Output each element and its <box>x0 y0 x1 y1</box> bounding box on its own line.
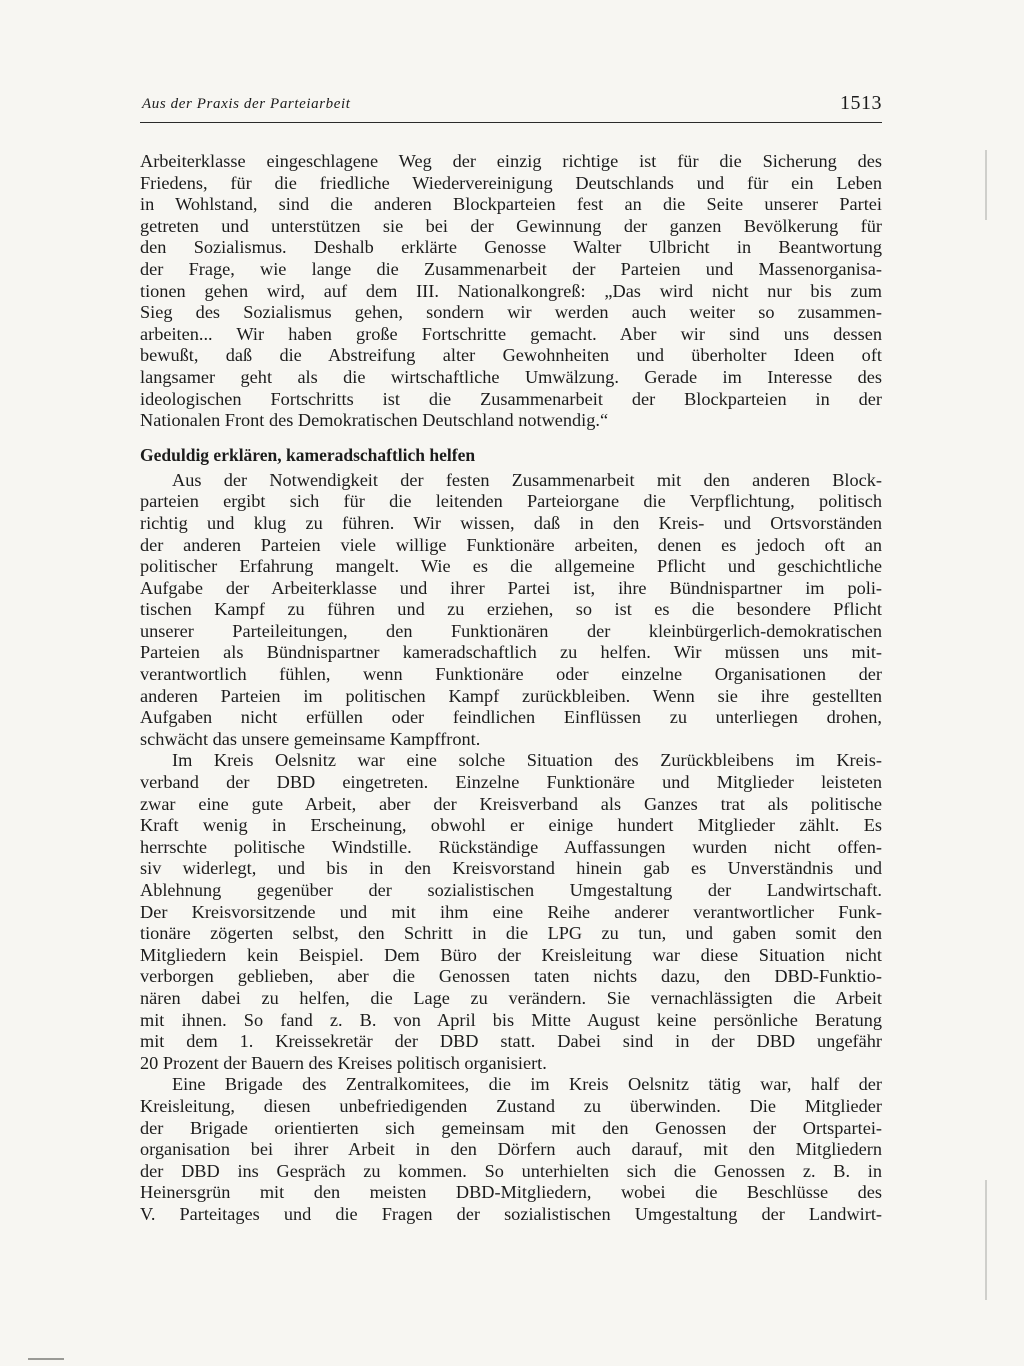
text-line: Parteien als Bündnispartner kameradschaftlich zu helfen. Wir müssen uns mit- <box>140 642 882 663</box>
text-line: Kraft wenig in Erscheinung, obwohl er einige hundert Mitglieder zählt. Es <box>140 815 882 836</box>
text-line: organisation bei ihrer Arbeit in den Dörfern auch darauf, mit den Mitgliedern <box>140 1139 882 1160</box>
text-line: Ablehnung gegenüber der sozialistischen Umgestaltung der Landwirtschaft. <box>140 880 882 900</box>
text-line: Aufgabe der Arbeiterklasse und ihrer Partei ist, ihre Bündnispartner im poli- <box>140 577 882 598</box>
text-line: Sieg des Sozialismus gehen, sondern wir werden auch weiter so zusammen- <box>140 302 882 323</box>
text-line: Friedens, für die friedliche Wiedervereinigung Deutschlands und für ein Leben <box>140 172 882 193</box>
text-line: tionen gehen wird, auf dem III. Nationalkongreß: „Das wird nicht nur bis zum <box>140 280 882 301</box>
scan-edge-mark <box>985 1180 987 1300</box>
text-line: Arbeiterklasse eingeschlagene Weg der einzig richtige ist für die Sicherung des <box>140 151 882 171</box>
text-line: tischen Kampf zu führen und zu erziehen, so ist es die besondere Pflicht <box>140 599 882 620</box>
text-line: zwar eine gute Arbeit, aber der Kreisverband als Ganzes trat als politische <box>140 793 882 814</box>
text-line: richtig und klug zu führen. Wir wissen, daß in den Kreis- und Ortsvorständen <box>140 512 882 533</box>
text-line: anderen Parteien im politischen Kampf zurückbleiben. Wenn sie ihre gestellten <box>140 685 882 706</box>
text-line: nären dabei zu helfen, die Lage zu verändern. Sie vernachlässigten die Arbeit <box>140 987 882 1008</box>
text-line: schwächt das unsere gemeinsame Kampffront. <box>140 728 481 749</box>
text-line: Heinersgrün mit den meisten DBD-Mitgliedern, wobei die Beschlüsse des <box>140 1182 882 1203</box>
text-line: unserer Parteileitungen, den Funktionären der kleinbürgerlich-demokratischen <box>140 620 882 641</box>
text-line: 20 Prozent der Bauern des Kreises politisch organisiert. <box>140 1052 547 1073</box>
page-number: 1513 <box>840 92 882 114</box>
text-line: Aus der Notwendigkeit der festen Zusammenarbeit mit den anderen Block- <box>172 469 882 490</box>
text-line: der anderen Parteien viele willige Funktionäre arbeiten, denen es jedoch oft an <box>140 534 882 555</box>
paragraph-3 <box>140 750 882 1074</box>
text-line: Im Kreis Oelsnitz war eine solche Situation des Zurückbleibens im Kreis- <box>172 750 882 771</box>
text-line: siv widerlegt, und bis in den Kreisvorstand hinein gab es Unverständnis und <box>140 858 882 879</box>
section-heading: Geduldig erklären, kameradschaftlich helfen <box>140 444 476 465</box>
text-line: verband der DBD eingetreten. Einzelne Funktionäre und Mitglieder leisteten <box>140 772 882 793</box>
text-line: verborgen geblieben, aber die Genossen taten nichts dazu, den DBD-Funktio- <box>140 966 882 987</box>
text-line: der Frage, wie lange die Zusammenarbeit der Parteien und Massenorganisa- <box>140 258 882 279</box>
body-text <box>140 151 882 1226</box>
text-line: herrschte politische Windstille. Rückständige Auffassungen wurden nicht offen- <box>140 836 882 857</box>
text-line: verantwortlich fühlen, wenn Funktionäre oder einzelne Organisationen der <box>140 664 882 685</box>
text-line: Kreisleitung, diesen unbefriedigenden Zustand zu überwinden. Die Mitglieder <box>140 1095 882 1116</box>
text-line: Nationalen Front des Demokratischen Deutschland notwendig.“ <box>140 410 609 431</box>
scan-edge-mark <box>985 150 987 220</box>
text-line: Mitgliedern kein Beispiel. Dem Büro der Kreisleitung war diese Situation nicht <box>140 944 882 965</box>
text-line: politischer Erfahrung mangelt. Wie es die allgemeine Pflicht und geschichtliche <box>140 556 882 577</box>
text-line: Eine Brigade des Zentralkomitees, die im Kreis Oelsnitz tätig war, half der <box>172 1074 882 1095</box>
text-line: Der Kreisvorsitzende und mit ihm eine Reihe anderer verantwortlicher Funk- <box>140 901 882 922</box>
text-line: getreten und unterstützen sie bei der Gewinnung der ganzen Bevölkerung für <box>140 215 882 236</box>
text-line: Aufgaben nicht erfüllen oder feindlichen Einflüssen zu unterliegen drohen, <box>140 707 882 728</box>
text-line: bewußt, daß die Abstreifung alter Gewohnheiten und überholter Ideen oft <box>140 345 882 366</box>
text-line: V. Parteitages und die Fragen der sozialistischen Umgestaltung der Landwirt- <box>140 1203 882 1224</box>
text-line: den Sozialismus. Deshalb erklärte Genosse Walter Ulbricht in Beantwortung <box>140 237 882 258</box>
text-line: mit ihnen. So fand z. B. von April bis Mitte August keine persönliche Beratung <box>140 1009 882 1030</box>
text-line: arbeiten... Wir haben große Fortschritte gemacht. Aber wir sind uns dessen <box>140 323 882 344</box>
text-line: tionäre zögerten selbst, den Schritt in die LPG zu tun, und gaben somit den <box>140 923 882 944</box>
text-line: der Brigade orientierten sich gemeinsam mit den Genossen der Ortspartei- <box>140 1117 882 1138</box>
text-line: ideologischen Fortschritts ist die Zusammenarbeit der Blockparteien in der <box>140 388 882 409</box>
text-line: der DBD ins Gespräch zu kommen. So unterhielten sich die Genossen z. B. in <box>140 1160 882 1181</box>
running-header <box>140 88 882 123</box>
running-title: Aus der Praxis der Parteiarbeit <box>142 96 351 112</box>
paragraph-2 <box>140 470 882 751</box>
paragraph-4 <box>140 1074 882 1225</box>
text-line: mit dem 1. Kreissekretär der DBD statt. Dabei sind in der DBD ungefähr <box>140 1031 882 1052</box>
scan-foot-mark <box>28 1358 64 1360</box>
text-line: langsamer geht als die wirtschaftliche Umwälzung. Gerade im Interesse des <box>140 366 882 387</box>
paragraph-1 <box>140 151 882 432</box>
text-line: parteien ergibt sich für die leitenden Parteiorgane die Verpflichtung, politisch <box>140 491 882 512</box>
text-line: in Wohlstand, sind die anderen Blockparteien fest an die Seite unserer Partei <box>140 194 882 215</box>
